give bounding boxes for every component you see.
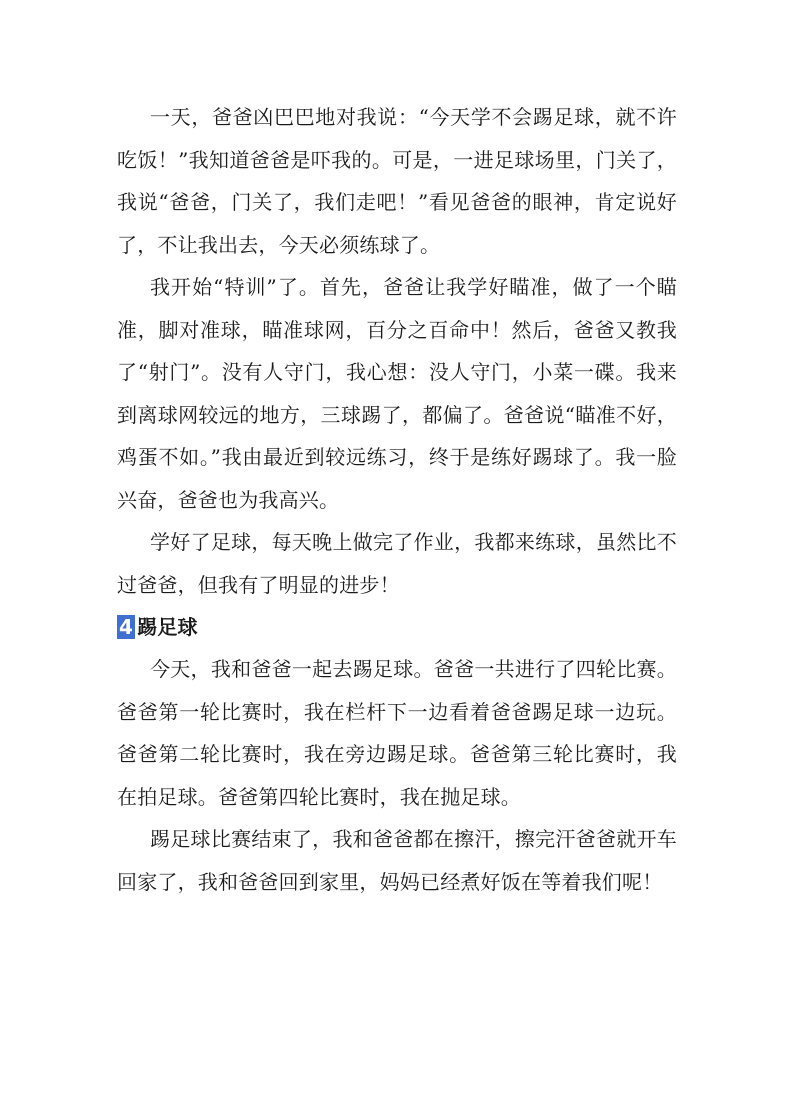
section-heading: [117, 606, 677, 648]
paragraph: 今天，我和爸爸一起去踢足球。爸爸一共进行了四轮比赛。爸爸第一轮比赛时，我在栏杆下一边看着爸爸踢足球一边玩。爸爸第二轮比赛时，我在旁边踢足球。爸爸第三轮比赛时，我在拍足球。爸爸第四轮比赛时，我在抛足球。: [117, 657, 677, 809]
paragraph: 一天，爸爸凶巴巴地对我说：“今天学不会踢足球，就不许吃饭！”我知道爸爸是吓我的。可是，一进足球场里，门关了，我说“爸爸，门关了，我们走吧！”看见爸爸的眼神，肯定说好了，不让我出去，今天必须练球了。: [117, 105, 677, 257]
paragraph: 我开始“特训”了。首先，爸爸让我学好瞄准，做了一个瞄准，脚对准球，瞄准球网，百分之百命中！然后，爸爸又教我了“射门”。没有人守门，我心想：没人守门，小菜一碟。我来到离球网较远的地方，三球踢了，都偏了。爸爸说“瞄准不好，鸡蛋不如。”我由最近到较远练习，终于是练好踢球了。我一脸兴奋，爸爸也为我高兴。: [117, 275, 677, 512]
section-title: 踢足球: [137, 615, 198, 639]
paragraph: 踢足球比赛结束了，我和爸爸都在擦汗，擦完汗爸爸就开车回家了，我和爸爸回到家里，妈妈已经煮好饭在等着我们呢！: [117, 827, 677, 894]
section-number-badge: 4: [119, 615, 134, 639]
paragraph: 学好了足球，每天晚上做完了作业，我都来练球，虽然比不过爸爸，但我有了明显的进步！: [117, 530, 677, 597]
document-body: [117, 96, 677, 903]
